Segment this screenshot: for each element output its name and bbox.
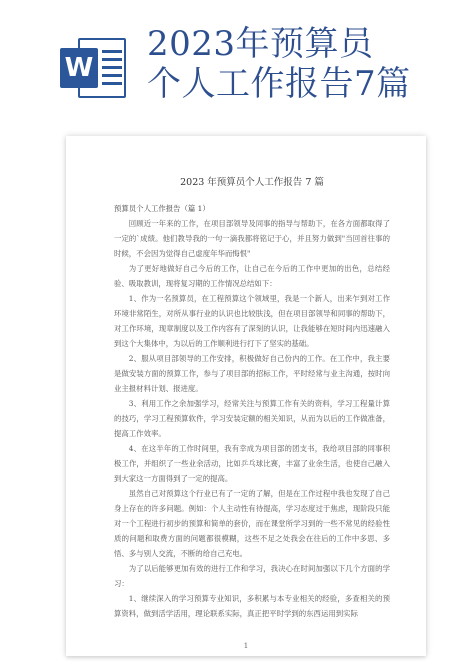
paragraph: 1、作为一名预算员，在工程预算这个领域里，我是一个新人，出来乍到对工作环境非常陌生，对所从事行业的认识也比较肤浅，但在项目部领导和同事的帮助下，对工作环境，现章制度以及工作内容有了深刻的认识，让我能够在短时间内迅速融入到这个大集体中，为以后的工作顺利进行打下了坚实的基础。 — [114, 294, 390, 348]
word-letter-badge: W — [60, 48, 98, 88]
paragraph: 虽然自己对预算这个行业已有了一定的了解，但是在工作过程中我也发现了自己身上存在的许多问题。例如：个人主动性有待提高，学习态度过于焦虑，现阶段只能对一个工程进行初步的预算和简单的套价，而在课堂所学习到的一些不常见的经验性质的问题和取费方面的问题都很模糊，这些不足之处我会在往后的工作中多思、多悟、多与别人交流，不断的给自己充电。 — [114, 489, 390, 558]
word-doc-icon — [60, 36, 128, 104]
document-body — [114, 174, 390, 621]
page-number: 1 — [243, 642, 249, 650]
header-banner — [0, 0, 474, 120]
paragraph: 为了更好地做好自己今后的工作，让自己在今后的工作中更加的出色，总结经验、吸取教训，现将复习期的工作情况总结如下： — [114, 264, 390, 288]
page-title — [147, 24, 467, 104]
paragraph: 2、服从项目部领导的工作安排，积极做好自己份内的工作。在工作中，我主要是做安装方面的预算工作，参与了项目部的招标工作，平时经常与业主沟通，按时向业主报材料计划、报进度。 — [114, 354, 390, 393]
paragraph: 为了以后能够更加有效的进行工作和学习，我决心在时间加强以下几个方面的学习： — [114, 564, 390, 588]
page-title-line-1: 2023年预算员 — [147, 24, 374, 64]
paragraph: 4、在这半年的工作时间里，我有幸成为项目部的团支书，我给项目部的同事积极工作，并组织了一些业余活动，比如乒乓球比赛，丰富了业余生活，也使自己融入到大家这一方面得到了一定的提高。 — [114, 444, 390, 483]
section-heading: 预算员个人工作报告（篇 1） — [114, 204, 210, 213]
paragraph: 3、利用工作之余加强学习，经常关注与预算工作有关的资料，学习工程量计算的技巧，学习工程预算软件，学习安装定额的相关知识，从而为以后的工作做准备，提高工作效率。 — [114, 399, 390, 438]
page-title-line-2: 个人工作报告7篇 — [147, 64, 411, 104]
document-title: 2023 年预算员个人工作报告 7 篇 — [180, 177, 324, 188]
paragraph: 1、继续深入的学习预算专业知识，多积累与本专业相关的经验，多查相关的预算资料，做到活学活用，理论联系实际，真正把平时学到的东西运用到实际 — [114, 594, 390, 618]
paragraph: 回顾近一年来的工作，在项目部领导及同事的指导与帮助下，在各方面都取得了一定的`成绩。他们教导我的一句一滴我都将铭记于心，并且努力做到"当回首往事的时候，不会因为觉得自己虚度年华而悔恨" — [114, 219, 390, 258]
document-preview-page — [66, 136, 426, 656]
